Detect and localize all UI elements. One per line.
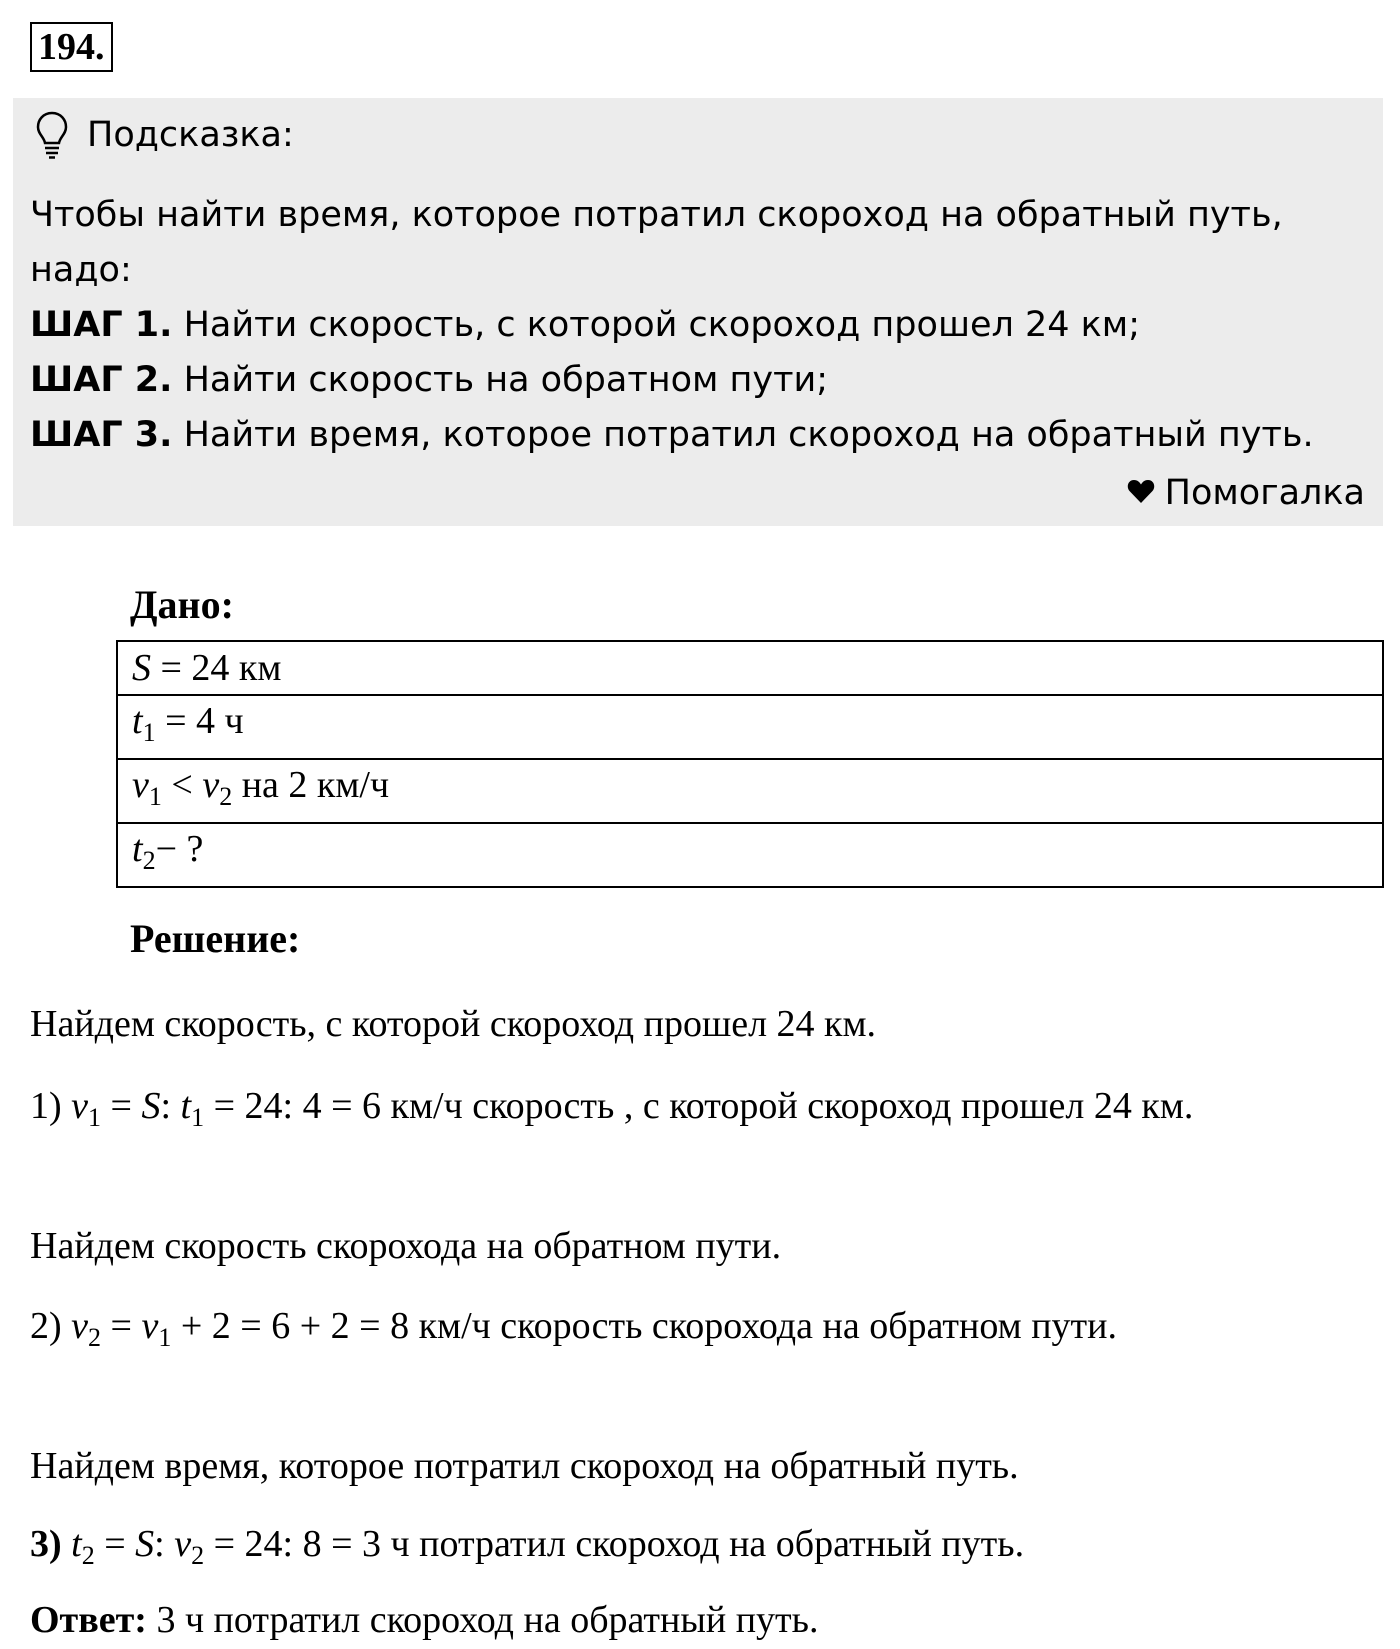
- solution-paragraph-1: Найдем скорость, с которой скороход прошел 24 км.: [30, 1003, 877, 1045]
- table-row: [117, 759, 1383, 823]
- step-text: Найти скорость на обратном пути;: [183, 360, 829, 400]
- hint-signature: [1127, 470, 1365, 516]
- hint-step-2: [30, 353, 1370, 408]
- signature-text: Помогалка: [1164, 473, 1365, 513]
- table-row: [117, 695, 1383, 759]
- hint-step-3: [30, 408, 1370, 463]
- given-title: Дано:: [130, 582, 234, 627]
- given-cell: $t_2-$ ?: [117, 823, 1383, 887]
- lightbulb-icon: [35, 110, 69, 160]
- step-text: Найти скорость, с которой скороход прошел 24 км;: [183, 305, 1140, 345]
- step-text: Найти время, которое потратил скороход на обратный путь.: [183, 415, 1314, 455]
- heart-icon: [1127, 470, 1155, 516]
- answer: [30, 1592, 1375, 1649]
- table-row: [117, 823, 1383, 887]
- solution-paragraph-2: Найдем скорость скорохода на обратном пути.: [30, 1225, 782, 1267]
- solution-step-2: 2) $v_2 = v_1 + 2 = 6 + 2 = 8$ км/ч скорость скорохода на обратном пути.: [30, 1305, 1117, 1352]
- given-cell: $t_1 = 4$ ч: [117, 695, 1383, 759]
- solution-step-1: 1) $v_1 = S$: $t_1 = 24$: 4 = 6 км/ч скорость , с которой скороход прошел 24 км.: [30, 1085, 1194, 1132]
- hint-panel: [13, 98, 1383, 526]
- solution-title: Решение:: [130, 916, 301, 961]
- step-label: ШАГ 3.: [30, 415, 173, 455]
- answer-label: Ответ:: [30, 1599, 147, 1641]
- given-cell: $v_1 < v_2$ на 2 км/ч: [117, 759, 1383, 823]
- hint-step-1: [30, 298, 1370, 353]
- step-label: ШАГ 1.: [30, 305, 173, 345]
- table-row: [117, 641, 1383, 695]
- problem-number: 194.: [30, 22, 113, 72]
- step-label: ШАГ 2.: [30, 360, 173, 400]
- solution-paragraph-3: Найдем время, которое потратил скороход на обратный путь.: [30, 1445, 1019, 1487]
- given-table: [116, 640, 1384, 888]
- hint-intro: Чтобы найти время, которое потратил скороход на обратный путь, надо:: [30, 195, 1283, 290]
- hint-header: [35, 110, 294, 160]
- hint-body: [30, 188, 1370, 463]
- hint-title: Подсказка:: [87, 115, 294, 155]
- answer-text: 3 ч потратил скороход на обратный путь.: [146, 1599, 819, 1641]
- given-cell: S = 24 км: [117, 641, 1383, 695]
- solution-step-3: 3) $t_2 = S$: $v_2 = 24$: 8 = 3 ч потратил скороход на обратный путь.: [30, 1523, 1025, 1570]
